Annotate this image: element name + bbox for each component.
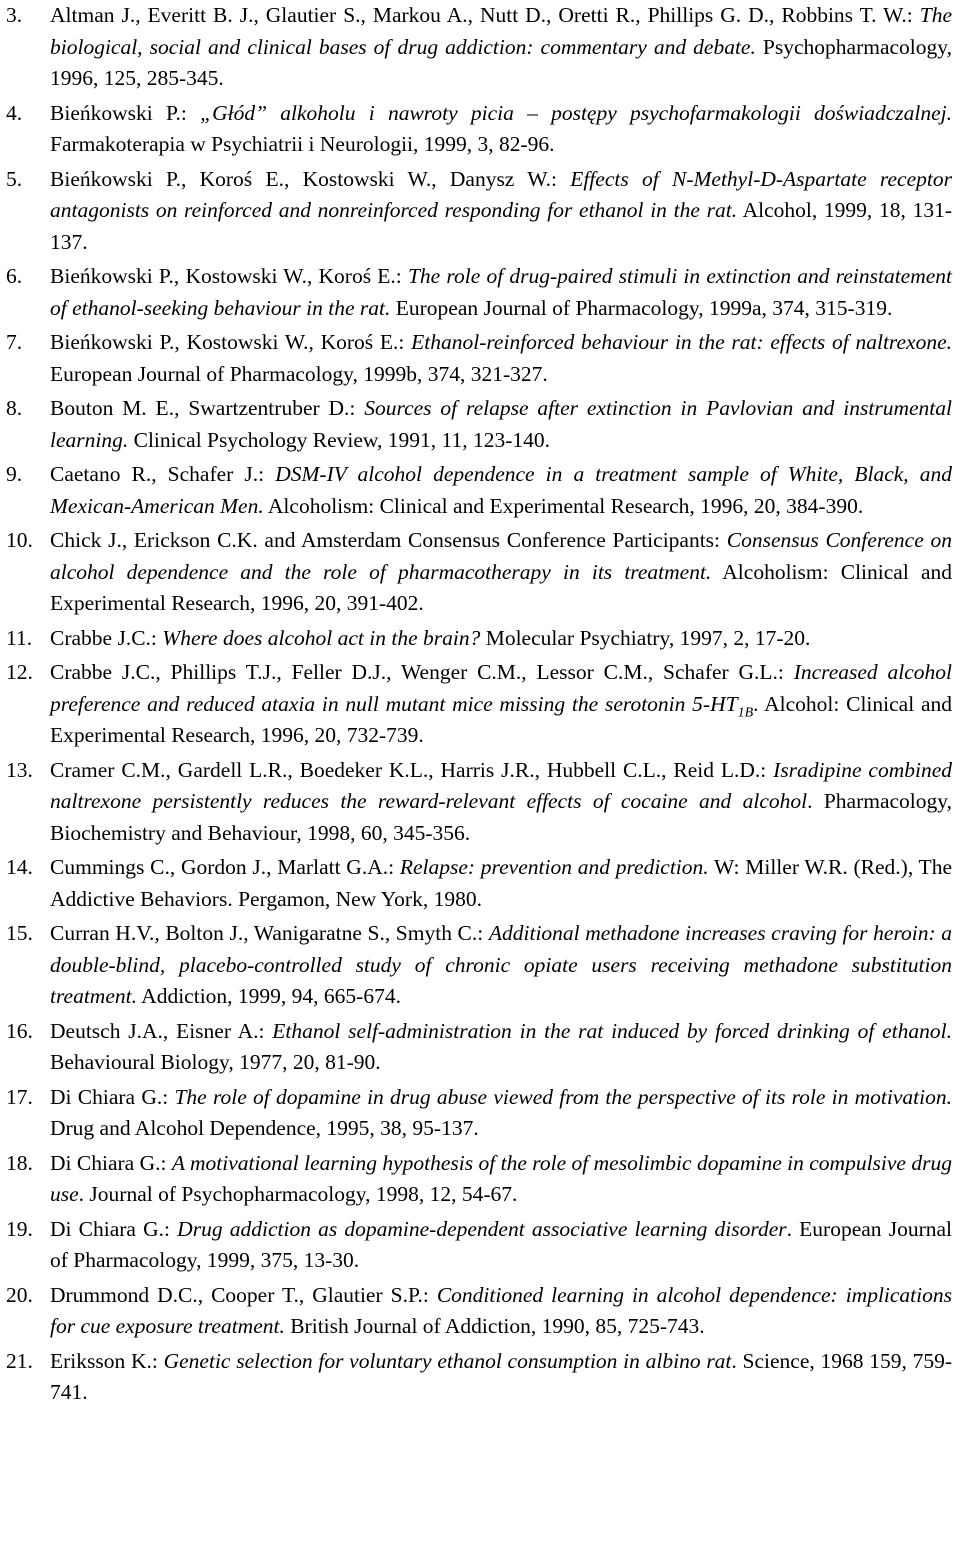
reference-authors: Deutsch J.A., Eisner A.: [50,1018,273,1043]
reference-title: Effects of N-Methyl-D-Aspartate receptor antagonists on reinforced and nonreinforced responding for ethanol in the rat. [50,166,952,222]
reference-number: 15. [6,921,33,945]
reference-title: „Głód” alkoholu i nawroty picia – postępy psychofarmakologii doświadczalnej. [200,100,952,125]
reference-item [6,852,952,915]
reference-item [6,459,952,522]
reference-text [50,525,952,620]
reference-item [6,1082,952,1145]
reference-text [50,918,952,1013]
reference-item [6,755,952,850]
reference-number: 6. [6,264,23,288]
reference-item [6,623,952,655]
reference-item [6,1016,952,1079]
reference-source: Addiction, 1999, 94, 665-674. [136,984,401,1008]
reference-source: Behavioural Biology, 1977, 20, 81-90. [50,1050,381,1074]
reference-authors: Cramer C.M., Gardell L.R., Boedeker K.L., Harris J.R., Hubbell C.L., Reid L.D.: [50,757,774,782]
reference-number: 11. [6,625,33,650]
reference-authors: Bieńkowski P., Koroś E., Kostowski W., Danysz W.: [50,166,571,191]
reference-source: Psychopharmacology, 1996, 125, 285-345. [50,34,952,90]
reference-authors: Bieńkowski P., Kostowski W., Koroś E.: [50,330,412,354]
reference-text [50,755,952,850]
reference-text [50,1016,952,1079]
reference-title: Conditioned learning in alcohol dependence: implications for cue exposure treatment. [50,1282,952,1338]
reference-source: . Journal of Psychopharmacology, 1998, 12, 54-67. [78,1182,518,1206]
reference-number: 16. [6,1018,33,1043]
reference-source: . European Journal of Pharmacology, 1999, 375, 13-30. [50,1216,952,1272]
reference-authors: Crabbe J.C.: [50,625,163,650]
reference-authors: Eriksson K.: [50,1348,164,1373]
reference-source: Clinical Psychology Review, 1991, 11, 123-140. [128,427,551,452]
reference-source: Molecular Psychiatry, 1997, 2, 17-20. [480,625,811,650]
reference-number: 10. [6,528,33,552]
reference-source: W: Miller W.R. (Red.), The Addictive Behaviors. Pergamon, New York, 1980. [50,855,952,911]
reference-source: Drug and Alcohol Dependence, 1995, 38, 95-137. [50,1116,479,1140]
reference-text [50,1346,952,1409]
reference-text [50,1082,952,1145]
reference-text [50,657,952,752]
reference-item [6,918,952,1013]
reference-title: Drug addiction as dopamine-dependent associative learning disorder [177,1216,787,1241]
reference-number: 19. [6,1216,33,1241]
reference-authors: Di Chiara G.: [50,1150,172,1175]
reference-title: Ethanol self-administration in the rat induced by forced drinking of ethanol. [272,1018,952,1043]
reference-title: Additional methadone increases craving for heroin: a double-blind, placebo-controlled study of chronic opiate users receiving methadone substitution treatment. [50,921,953,1008]
reference-title: Ethanol-reinforced behaviour in the rat: effects of naltrexone. [411,330,952,354]
reference-number: 13. [6,757,33,782]
reference-title: DSM-IV alcohol dependence in a treatment sample of White, Black, and Mexican-American Men. [50,462,952,518]
reference-text [50,1280,952,1343]
reference-source: . Pharmacology, Biochemistry and Behaviour, 1998, 60, 345-356. [50,789,953,845]
reference-source: British Journal of Addiction, 1990, 85, 725-743. [284,1314,705,1338]
reference-title-subscript: 1B [737,704,754,720]
reference-number: 9. [6,462,23,486]
reference-item [6,261,952,324]
reference-title: The role of dopamine in drug abuse viewed from the perspective of its role in motivation. [174,1084,952,1109]
reference-item [6,327,952,390]
reference-text [50,98,952,161]
reference-title: The role of drug-paired stimuli in extinction and reinstatement of ethanol-seeking behaviour in the rat. [50,264,952,320]
reference-number: 18. [6,1150,33,1175]
reference-authors: Curran H.V., Bolton J., Wanigaratne S., Smyth C.: [50,921,489,945]
reference-authors: Drummond D.C., Cooper T., Glautier S.P.: [50,1282,437,1307]
reference-authors: Chick J., Erickson C.K. and Amsterdam Consensus Conference Participants: [50,528,727,552]
reference-source: Alcohol, 1999, 18, 131-137. [50,198,952,254]
reference-item [6,98,952,161]
reference-authors: Di Chiara G.: [50,1084,175,1109]
reference-source: . Alcohol: Clinical and Experimental Research, 1996, 20, 732-739. [50,691,952,747]
reference-title: Genetic selection for voluntary ethanol consumption in albino rat [163,1348,732,1373]
reference-item [6,1214,952,1277]
reference-text [50,459,952,522]
reference-title: Increased alcohol preference and reduced ataxia in null mutant mice missing the serotonin 5-HT [50,660,952,716]
reference-title: A motivational learning hypothesis of the role of mesolimbic dopamine in compulsive drug use [50,1150,952,1206]
reference-item [6,164,952,259]
reference-text [50,1214,952,1277]
reference-authors: Di Chiara G.: [50,1216,178,1241]
reference-authors: Cummings C., Gordon J., Marlatt G.A.: [50,855,400,879]
reference-authors: Crabbe J.C., Phillips T.J., Feller D.J., Wenger C.M., Lessor C.M., Schafer G.L.: [50,660,794,684]
reference-source: . Science, 1968 159, 759-741. [50,1348,953,1404]
reference-item [6,657,952,752]
reference-authors: Bieńkowski P.: [50,100,201,125]
reference-authors: Altman J., Everitt B. J., Glautier S., Markou A., Nutt D., Oretti R., Phillips G. D., Robbins T. W.: [50,3,920,27]
reference-text [50,164,952,259]
reference-text [50,1148,952,1211]
reference-title: Relapse: prevention and prediction. [399,855,709,879]
reference-number: 3. [6,3,23,27]
reference-item [6,0,952,95]
reference-title: The biological, social and clinical bases of drug addiction: commentary and debate. [50,3,952,59]
reference-text [50,623,952,655]
reference-source: European Journal of Pharmacology, 1999b, 374, 321-327. [50,361,548,386]
reference-text [50,0,952,95]
reference-text [50,393,952,456]
reference-source: Alcoholism: Clinical and Experimental Research, 1996, 20, 384-390. [263,493,864,518]
reference-number: 12. [6,660,33,684]
reference-item [6,1280,952,1343]
reference-number: 21. [6,1348,33,1373]
reference-title: Consensus Conference on alcohol dependence and the role of pharmacotherapy in its treatment. [50,528,952,584]
reference-item [6,393,952,456]
reference-item [6,1148,952,1211]
reference-item [6,525,952,620]
reference-text [50,852,952,915]
reference-item [6,1346,952,1409]
reference-number: 14. [6,855,33,879]
reference-source: Alcoholism: Clinical and Experimental Research, 1996, 20, 391-402. [50,559,953,615]
reference-title: Sources of relapse after extinction in Pavlovian and instrumental learning. [50,396,952,452]
reference-authors: Caetano R., Schafer J.: [50,462,276,486]
reference-number: 4. [6,100,23,125]
reference-authors: Bouton M. E., Swartzentruber D.: [50,396,365,420]
reference-number: 20. [6,1282,33,1307]
reference-title: Where does alcohol act in the brain? [162,625,481,650]
reference-number: 17. [6,1084,33,1109]
reference-text [50,327,952,390]
reference-authors: Bieńkowski P., Kostowski W., Koroś E.: [50,264,408,288]
reference-text [50,261,952,324]
reference-number: 7. [6,330,23,354]
reference-number: 5. [6,166,23,191]
reference-number: 8. [6,396,23,420]
reference-title: Isradipine combined naltrexone persistently reduces the reward-relevant effects of cocaine and alcohol [50,757,952,813]
reference-source: European Journal of Pharmacology, 1999a, 374, 315-319. [390,295,893,320]
reference-source: Farmakoterapia w Psychiatrii i Neurologii, 1999, 3, 82-96. [50,132,555,156]
